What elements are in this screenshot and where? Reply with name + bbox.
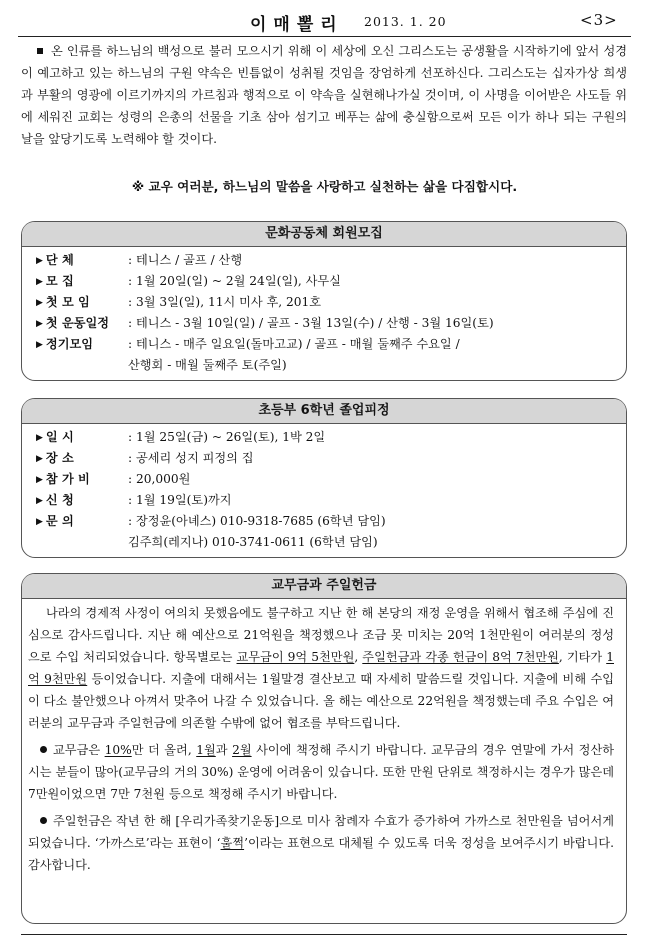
text-run: , bbox=[354, 650, 363, 664]
tithe-paragraph-2 bbox=[28, 739, 614, 805]
underlined-text: 2월 bbox=[232, 743, 252, 757]
arrow-right-icon: ▶ bbox=[36, 517, 43, 527]
row-value: : 테니스 - 3월 10일(일) / 골프 - 3월 13일(수) / 산행 - 3월 16일(토) bbox=[128, 316, 494, 330]
intro-paragraph bbox=[21, 40, 627, 150]
newsletter-title: 이매뽈리 bbox=[250, 15, 344, 35]
row-label: 정기모임 bbox=[45, 337, 94, 351]
row-label: 참 가 비 bbox=[45, 472, 90, 486]
row-label: 단 체 bbox=[45, 253, 74, 267]
text-run: , 기타가 bbox=[558, 650, 607, 664]
culture-community-box bbox=[21, 221, 627, 381]
row-label: 문 의 bbox=[45, 514, 74, 528]
info-row bbox=[36, 448, 626, 469]
info-row bbox=[36, 250, 626, 271]
text-run: 교무금은 bbox=[53, 743, 105, 757]
row-value: : 1월 20일(일) ~ 2월 24일(일), 사무실 bbox=[128, 274, 341, 288]
row-label: 첫 운동일정 bbox=[45, 316, 110, 330]
info-row bbox=[36, 469, 626, 490]
row-value: : 테니스 - 매주 일요일(돌마고교) / 골프 - 매월 둘째주 수요일 / bbox=[128, 337, 460, 351]
bullet-dot-icon bbox=[40, 817, 47, 824]
row-label: 첫 모 임 bbox=[45, 295, 90, 309]
box-title: 초등부 6학년 졸업피정 bbox=[22, 399, 626, 424]
row-label: 일 시 bbox=[45, 430, 74, 444]
text-run: 사이에 책정해 주시기 바랍니다. 교무금의 경우 연말에 가서 정산하시는 분들이 많아(교무금의 거의 30%) 운영에 어려움이 있습니다. 또한 만원 단위로 책정하시는 경우가 많은데 7만원이었으면 7만 7천원 등으로 책정해 주시기 바랍니다. bbox=[28, 743, 614, 801]
square-bullet-icon bbox=[37, 48, 43, 54]
page-number: <3> bbox=[580, 11, 618, 29]
box-title: 교무금과 주일헌금 bbox=[22, 574, 626, 599]
intro-text: 온 인류를 하느님의 백성으로 불러 모으시기 위해 이 세상에 오신 그리스도는 공생활을 시작하기에 앞서 성경이 예고하고 있는 하느님의 구원 약속은 빈틈없이 성취될 것임을 장엄하게 선포하신다. 그리스도는 십자가상 희생과 부활의 영광에 이르기까지의 가르침과 행적으로 이 약속을 실현해나가실 것이며, 이 사명을 이어받은 사도들 위에 세워진 교회는 성령의 은총의 선물을 기초 삼아 섬기고 베푸는 삶에 충실함으로써 모든 이가 하나 되는 구원의 날을 앞당기도록 노력해야 할 것이다. bbox=[21, 44, 627, 146]
row-label: 신 청 bbox=[45, 493, 74, 507]
arrow-right-icon: ▶ bbox=[36, 319, 43, 329]
row-value: : 장정윤(아녜스) 010-9318-7685 (6학년 담임) bbox=[128, 514, 386, 528]
newsletter-header bbox=[18, 8, 631, 34]
row-continuation: 김주희(레지나) 010-3741-0611 (6학년 담임) bbox=[128, 535, 378, 549]
box-title: 문화공동체 회원모집 bbox=[22, 222, 626, 247]
underlined-text: 주일헌금과 각종 헌금이 8억 7천만원 bbox=[362, 650, 559, 664]
underlined-text: 훌쩍 bbox=[220, 836, 245, 850]
underlined-text: 1월 bbox=[196, 743, 216, 757]
arrow-right-icon: ▶ bbox=[36, 256, 43, 266]
text-run: 주일헌금은 작년 한 해 [우리가족찾기운동]으로 미사 참례자 수효가 증가하여 가까스로 천만원을 넘어서게 되었습니다. ‘가까스로’라는 표현이 ‘ bbox=[28, 814, 614, 850]
tithe-offering-box bbox=[21, 573, 627, 924]
info-row bbox=[36, 292, 626, 313]
graduation-retreat-box bbox=[21, 398, 627, 558]
text-run: ’이라는 표현으로 대체될 수 있도록 더욱 정성을 보여주시기 바랍니다. 감사합니다. bbox=[28, 836, 614, 872]
header-divider bbox=[18, 36, 631, 37]
info-row bbox=[36, 490, 626, 511]
text-run: 과 bbox=[215, 743, 233, 757]
issue-date: 2013. 1. 20 bbox=[364, 14, 447, 29]
text-run: 만 더 올려, bbox=[131, 743, 197, 757]
underlined-text: 1억 9천만원 bbox=[28, 650, 614, 686]
row-value: : 공세리 성지 피정의 집 bbox=[128, 451, 254, 465]
arrow-right-icon: ▶ bbox=[36, 433, 43, 443]
tithe-paragraph-1 bbox=[28, 602, 614, 734]
row-value: : 1월 25일(금) ~ 26일(토), 1박 2일 bbox=[128, 430, 326, 444]
row-label: 모 집 bbox=[45, 274, 74, 288]
footer-divider bbox=[21, 934, 627, 935]
info-row bbox=[36, 511, 626, 532]
arrow-right-icon: ▶ bbox=[36, 475, 43, 485]
arrow-right-icon: ▶ bbox=[36, 277, 43, 287]
arrow-right-icon: ▶ bbox=[36, 454, 43, 464]
row-value: : 20,000원 bbox=[128, 472, 191, 486]
text-run: 등이었습니다. 지출에 대해서는 1월말경 결산보고 때 자세히 말씀드릴 것입니다. 지출에 비해 수입이 다소 불안했으나 아껴서 맞추어 나갈 수 있었습니다. 올 해는 예산으로 22억원을 책정했는데 주요 수입은 여러분의 교무금과 주일헌금에 의존할 수밖에 없어 협조를 부탁드립니다. bbox=[28, 672, 614, 730]
callout-message: ※ 교우 여러분, 하느님의 말씀을 사랑하고 실천하는 삶을 다짐합시다. bbox=[131, 179, 518, 194]
info-row bbox=[36, 271, 626, 292]
tithe-paragraph-3 bbox=[28, 810, 614, 876]
arrow-right-icon: ▶ bbox=[36, 340, 43, 350]
underlined-text: 교무금이 9억 5천만원 bbox=[236, 650, 355, 664]
info-row bbox=[36, 313, 626, 334]
info-row bbox=[36, 427, 626, 448]
text-run: 나라의 경제적 사정이 여의치 못했음에도 불구하고 지난 한 해 본당의 재정 운영을 위해서 협조해 주심에 진심으로 감사드립니다. 지난 해 예산으로 21억원을 책정했으나 조금 못 미치는 20억 1천만원이 여러분의 정성으로 수입 처리되었습니다. 항목별로는 bbox=[28, 606, 614, 664]
arrow-right-icon: ▶ bbox=[36, 496, 43, 506]
info-row bbox=[36, 334, 626, 355]
arrow-right-icon: ▶ bbox=[36, 298, 43, 308]
row-continuation: 산행회 - 매월 둘째주 토(주일) bbox=[128, 358, 287, 372]
row-value: : 3월 3일(일), 11시 미사 후, 201호 bbox=[128, 295, 322, 309]
bullet-dot-icon bbox=[40, 746, 47, 753]
row-label: 장 소 bbox=[45, 451, 74, 465]
row-value: : 테니스 / 골프 / 산행 bbox=[128, 253, 243, 267]
underlined-text: 10% bbox=[104, 743, 132, 757]
row-value: : 1월 19일(토)까지 bbox=[128, 493, 232, 507]
